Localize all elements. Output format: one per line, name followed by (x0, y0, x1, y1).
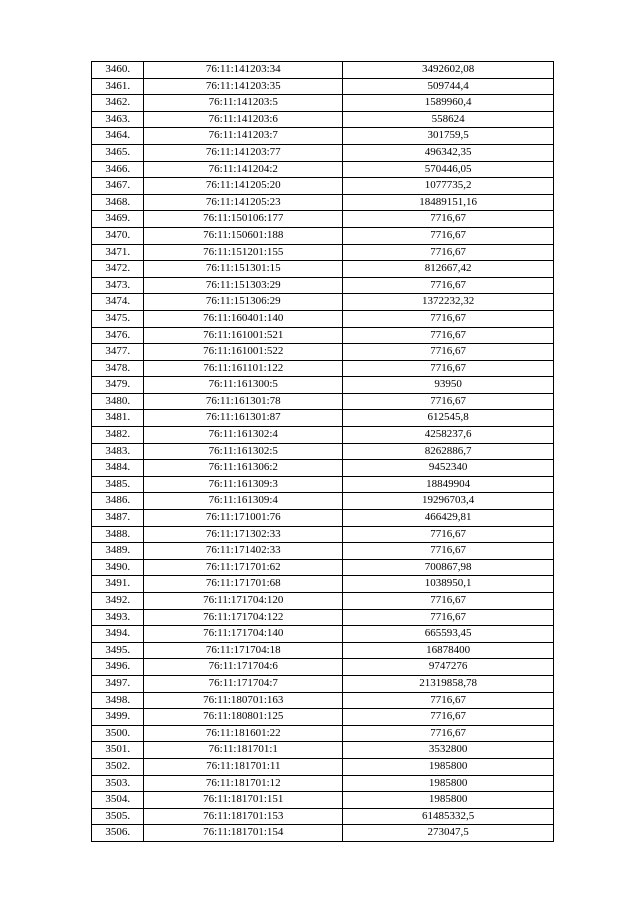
table-row (92, 559, 554, 576)
row-number-cell: 3463. (92, 111, 144, 128)
row-number-cell: 3484. (92, 460, 144, 477)
cadastral-number-cell: 76:11:151306:29 (144, 294, 343, 311)
cadastral-number-cell: 76:11:151301:15 (144, 261, 343, 278)
row-number-cell: 3475. (92, 310, 144, 327)
cadastral-number-cell: 76:11:141203:7 (144, 128, 343, 145)
value-cell: 7716,67 (343, 277, 554, 294)
row-number-cell: 3476. (92, 327, 144, 344)
table-row (92, 543, 554, 560)
cadastral-number-cell: 76:11:180801:125 (144, 709, 343, 726)
cadastral-number-cell: 76:11:161302:5 (144, 443, 343, 460)
cadastral-number-cell: 76:11:161101:122 (144, 360, 343, 377)
row-number-cell: 3480. (92, 393, 144, 410)
value-cell: 7716,67 (343, 526, 554, 543)
value-cell: 61485332,5 (343, 808, 554, 825)
value-cell: 1372232,32 (343, 294, 554, 311)
table-row (92, 609, 554, 626)
value-cell: 700867,98 (343, 559, 554, 576)
row-number-cell: 3470. (92, 227, 144, 244)
cadastral-number-cell: 76:11:161301:78 (144, 393, 343, 410)
cadastral-number-cell: 76:11:161309:4 (144, 493, 343, 510)
row-number-cell: 3491. (92, 576, 144, 593)
cadastral-number-cell: 76:11:161309:3 (144, 476, 343, 493)
table-row (92, 510, 554, 527)
value-cell: 16878400 (343, 642, 554, 659)
row-number-cell: 3482. (92, 427, 144, 444)
row-number-cell: 3467. (92, 178, 144, 195)
row-number-cell: 3492. (92, 593, 144, 610)
table-row (92, 576, 554, 593)
cadastral-number-cell: 76:11:141205:20 (144, 178, 343, 195)
value-cell: 4258237,6 (343, 427, 554, 444)
table-row (92, 95, 554, 112)
cadastral-number-cell: 76:11:171704:6 (144, 659, 343, 676)
value-cell: 19296703,4 (343, 493, 554, 510)
cadastral-number-cell: 76:11:171704:140 (144, 626, 343, 643)
cadastral-number-cell: 76:11:151303:29 (144, 277, 343, 294)
row-number-cell: 3494. (92, 626, 144, 643)
row-number-cell: 3493. (92, 609, 144, 626)
cadastral-number-cell: 76:11:171704:122 (144, 609, 343, 626)
row-number-cell: 3483. (92, 443, 144, 460)
table-row (92, 62, 554, 79)
value-cell: 8262886,7 (343, 443, 554, 460)
cadastral-number-cell: 76:11:171701:62 (144, 559, 343, 576)
cadastral-number-cell: 76:11:181701:11 (144, 758, 343, 775)
table-row (92, 460, 554, 477)
row-number-cell: 3474. (92, 294, 144, 311)
cadastral-number-cell: 76:11:180701:163 (144, 692, 343, 709)
value-cell: 1589960,4 (343, 95, 554, 112)
table-row (92, 792, 554, 809)
value-cell: 273047,5 (343, 825, 554, 842)
row-number-cell: 3495. (92, 642, 144, 659)
cadastral-number-cell: 76:11:181701:154 (144, 825, 343, 842)
table-row (92, 758, 554, 775)
value-cell: 7716,67 (343, 543, 554, 560)
table-row (92, 178, 554, 195)
value-cell: 7716,67 (343, 725, 554, 742)
value-cell: 466429,81 (343, 510, 554, 527)
cadastral-number-cell: 76:11:181701:1 (144, 742, 343, 759)
cadastral-number-cell: 76:11:161301:87 (144, 410, 343, 427)
value-cell: 612545,8 (343, 410, 554, 427)
table-row (92, 493, 554, 510)
table-row (92, 443, 554, 460)
row-number-cell: 3486. (92, 493, 144, 510)
table-row (92, 427, 554, 444)
value-cell: 7716,67 (343, 227, 554, 244)
value-cell: 301759,5 (343, 128, 554, 145)
value-cell: 570446,05 (343, 161, 554, 178)
table-row (92, 211, 554, 228)
row-number-cell: 3502. (92, 758, 144, 775)
cadastral-number-cell: 76:11:161001:521 (144, 327, 343, 344)
row-number-cell: 3472. (92, 261, 144, 278)
table-row (92, 410, 554, 427)
cadastral-number-cell: 76:11:171704:18 (144, 642, 343, 659)
table-row (92, 725, 554, 742)
value-cell: 7716,67 (343, 709, 554, 726)
value-cell: 7716,67 (343, 393, 554, 410)
row-number-cell: 3498. (92, 692, 144, 709)
table-row (92, 808, 554, 825)
row-number-cell: 3504. (92, 792, 144, 809)
table-row (92, 742, 554, 759)
value-cell: 1985800 (343, 792, 554, 809)
cadastral-number-cell: 76:11:141203:5 (144, 95, 343, 112)
cadastral-number-cell: 76:11:171704:120 (144, 593, 343, 610)
value-cell: 3492602,08 (343, 62, 554, 79)
cadastral-number-cell: 76:11:181701:153 (144, 808, 343, 825)
value-cell: 558624 (343, 111, 554, 128)
cadastral-number-cell: 76:11:171001:76 (144, 510, 343, 527)
row-number-cell: 3489. (92, 543, 144, 560)
row-number-cell: 3468. (92, 194, 144, 211)
cadastral-number-cell: 76:11:151201:155 (144, 244, 343, 261)
table-row (92, 261, 554, 278)
value-cell: 7716,67 (343, 211, 554, 228)
table-row (92, 709, 554, 726)
row-number-cell: 3469. (92, 211, 144, 228)
row-number-cell: 3485. (92, 476, 144, 493)
cadastral-number-cell: 76:11:141204:2 (144, 161, 343, 178)
table-row (92, 294, 554, 311)
table-row (92, 825, 554, 842)
row-number-cell: 3465. (92, 144, 144, 161)
cadastral-number-cell: 76:11:181701:12 (144, 775, 343, 792)
row-number-cell: 3481. (92, 410, 144, 427)
row-number-cell: 3466. (92, 161, 144, 178)
row-number-cell: 3461. (92, 78, 144, 95)
cadastral-number-cell: 76:11:141203:35 (144, 78, 343, 95)
row-number-cell: 3487. (92, 510, 144, 527)
row-number-cell: 3497. (92, 675, 144, 692)
cadastral-number-cell: 76:11:141203:34 (144, 62, 343, 79)
table-row (92, 675, 554, 692)
value-cell: 1985800 (343, 775, 554, 792)
value-cell: 18489151,16 (343, 194, 554, 211)
cadastral-number-cell: 76:11:171701:68 (144, 576, 343, 593)
row-number-cell: 3496. (92, 659, 144, 676)
row-number-cell: 3505. (92, 808, 144, 825)
row-number-cell: 3460. (92, 62, 144, 79)
cadastral-number-cell: 76:11:161300:5 (144, 377, 343, 394)
value-cell: 496342,35 (343, 144, 554, 161)
table-row (92, 78, 554, 95)
table-body (92, 62, 554, 842)
row-number-cell: 3503. (92, 775, 144, 792)
value-cell: 21319858,78 (343, 675, 554, 692)
table-row (92, 194, 554, 211)
table-row (92, 360, 554, 377)
table-row (92, 161, 554, 178)
table-row (92, 111, 554, 128)
value-cell: 9452340 (343, 460, 554, 477)
value-cell: 18849904 (343, 476, 554, 493)
table-row (92, 526, 554, 543)
cadastral-number-cell: 76:11:171704:7 (144, 675, 343, 692)
row-number-cell: 3478. (92, 360, 144, 377)
value-cell: 509744,4 (343, 78, 554, 95)
value-cell: 812667,42 (343, 261, 554, 278)
value-cell: 1985800 (343, 758, 554, 775)
row-number-cell: 3488. (92, 526, 144, 543)
value-cell: 7716,67 (343, 344, 554, 361)
cadastral-number-cell: 76:11:141203:77 (144, 144, 343, 161)
row-number-cell: 3477. (92, 344, 144, 361)
row-number-cell: 3479. (92, 377, 144, 394)
table-row (92, 593, 554, 610)
value-cell: 9747276 (343, 659, 554, 676)
table-row (92, 128, 554, 145)
value-cell: 7716,67 (343, 327, 554, 344)
table-row (92, 692, 554, 709)
row-number-cell: 3471. (92, 244, 144, 261)
value-cell: 7716,67 (343, 310, 554, 327)
cadastral-number-cell: 76:11:181701:151 (144, 792, 343, 809)
value-cell: 1077735,2 (343, 178, 554, 195)
cadastral-number-cell: 76:11:161306:2 (144, 460, 343, 477)
table-row (92, 476, 554, 493)
cadastral-number-cell: 76:11:181601:22 (144, 725, 343, 742)
row-number-cell: 3473. (92, 277, 144, 294)
cadastral-number-cell: 76:11:150106:177 (144, 211, 343, 228)
cadastral-number-cell: 76:11:150601:188 (144, 227, 343, 244)
cadastral-value-table (91, 61, 554, 842)
row-number-cell: 3501. (92, 742, 144, 759)
cadastral-number-cell: 76:11:161302:4 (144, 427, 343, 444)
cadastral-number-cell: 76:11:141205:23 (144, 194, 343, 211)
table-row (92, 227, 554, 244)
row-number-cell: 3490. (92, 559, 144, 576)
value-cell: 93950 (343, 377, 554, 394)
table-row (92, 310, 554, 327)
cadastral-number-cell: 76:11:171302:33 (144, 526, 343, 543)
value-cell: 1038950,1 (343, 576, 554, 593)
value-cell: 7716,67 (343, 609, 554, 626)
row-number-cell: 3462. (92, 95, 144, 112)
table-row (92, 377, 554, 394)
table-row (92, 344, 554, 361)
cadastral-number-cell: 76:11:160401:140 (144, 310, 343, 327)
value-cell: 7716,67 (343, 692, 554, 709)
row-number-cell: 3499. (92, 709, 144, 726)
table-row (92, 393, 554, 410)
cadastral-number-cell: 76:11:171402:33 (144, 543, 343, 560)
value-cell: 7716,67 (343, 244, 554, 261)
value-cell: 7716,67 (343, 360, 554, 377)
row-number-cell: 3506. (92, 825, 144, 842)
cadastral-number-cell: 76:11:161001:522 (144, 344, 343, 361)
value-cell: 7716,67 (343, 593, 554, 610)
table-row (92, 144, 554, 161)
table-row (92, 626, 554, 643)
value-cell: 3532800 (343, 742, 554, 759)
row-number-cell: 3500. (92, 725, 144, 742)
table-row (92, 327, 554, 344)
table-row (92, 277, 554, 294)
row-number-cell: 3464. (92, 128, 144, 145)
table-row (92, 642, 554, 659)
value-cell: 665593,45 (343, 626, 554, 643)
table-row (92, 659, 554, 676)
cadastral-number-cell: 76:11:141203:6 (144, 111, 343, 128)
table-row (92, 775, 554, 792)
table-row (92, 244, 554, 261)
